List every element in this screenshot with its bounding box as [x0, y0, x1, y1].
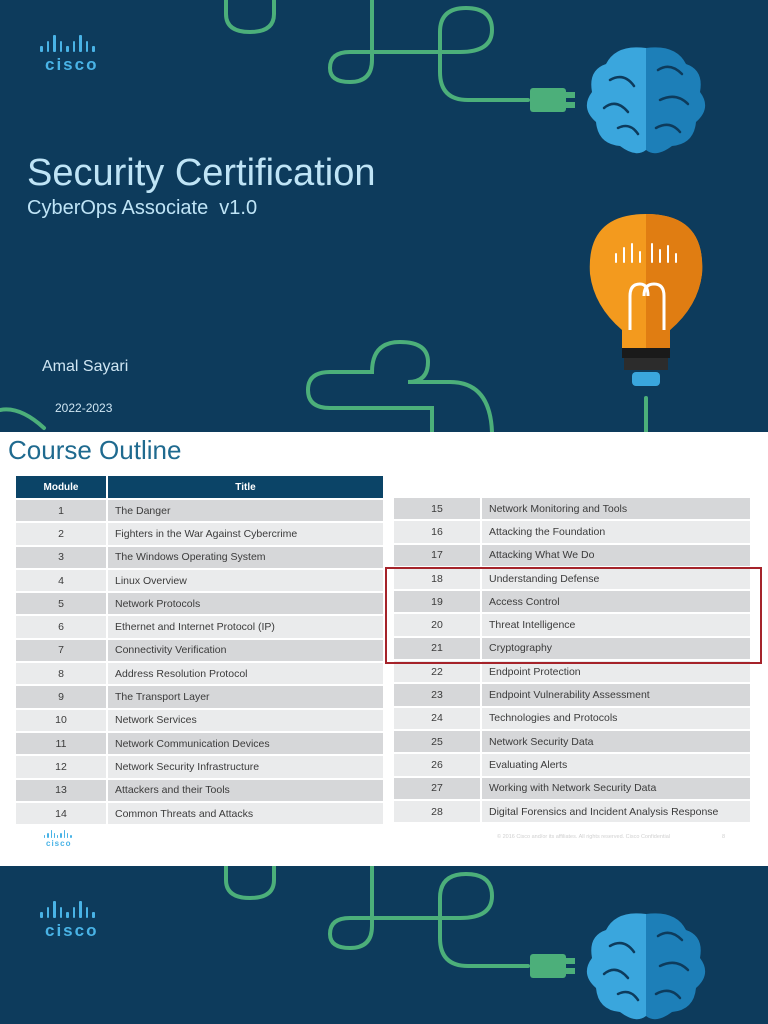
cisco-logo-icon [40, 34, 110, 52]
module-title: Address Resolution Protocol [108, 663, 383, 684]
table-row [16, 570, 383, 591]
cisco-logo-text: cisco [46, 839, 72, 848]
module-title: The Transport Layer [108, 686, 383, 707]
table-row [394, 731, 750, 752]
table-row [16, 663, 383, 684]
module-title: Threat Intelligence [482, 614, 750, 635]
module-title: Understanding Defense [482, 568, 750, 589]
module-number: 10 [16, 710, 108, 731]
module-number: 1 [16, 500, 108, 521]
modules-right-body [394, 498, 750, 822]
module-title: Working with Network Security Data [482, 778, 750, 799]
plug-icon [530, 88, 575, 112]
table-header-row [16, 476, 383, 498]
table-row [394, 498, 750, 519]
module-number: 6 [16, 616, 108, 637]
module-number: 8 [16, 663, 108, 684]
module-number: 20 [394, 614, 482, 635]
table-row [16, 523, 383, 544]
module-title: Network Monitoring and Tools [482, 498, 750, 519]
module-title: Network Security Data [482, 731, 750, 752]
table-row [394, 754, 750, 775]
cisco-logo-text: cisco [45, 921, 99, 940]
module-number: 12 [16, 756, 108, 777]
module-number: 15 [394, 498, 482, 519]
table-row [394, 661, 750, 682]
module-number: 11 [16, 733, 108, 754]
cisco-logo-icon [44, 830, 72, 838]
module-number: 19 [394, 591, 482, 612]
footer-cisco-logo [44, 830, 72, 848]
module-number: 27 [394, 778, 482, 799]
table-row [16, 640, 383, 661]
module-title: Endpoint Protection [482, 661, 750, 682]
module-title: Technologies and Protocols [482, 708, 750, 729]
module-title: Common Threats and Attacks [108, 803, 383, 824]
module-number: 13 [16, 780, 108, 801]
module-number: 4 [16, 570, 108, 591]
title-column-header: Title [108, 476, 383, 498]
table-row [16, 616, 383, 637]
module-number: 16 [394, 521, 482, 542]
table-row [394, 521, 750, 542]
table-row [16, 710, 383, 731]
cisco-logo [40, 900, 110, 940]
module-number: 2 [16, 523, 108, 544]
module-title: The Danger [108, 500, 383, 521]
module-title: Endpoint Vulnerability Assessment [482, 684, 750, 705]
module-title: Cryptography [482, 638, 750, 659]
modules-left-body [16, 500, 383, 824]
academic-year: 2022-2023 [55, 401, 113, 415]
module-title: Attacking the Foundation [482, 521, 750, 542]
module-title: The Windows Operating System [108, 547, 383, 568]
module-number: 26 [394, 754, 482, 775]
module-title: Evaluating Alerts [482, 754, 750, 775]
module-number: 22 [394, 661, 482, 682]
table-row [16, 547, 383, 568]
module-number: 24 [394, 708, 482, 729]
module-number: 21 [394, 638, 482, 659]
table-row [394, 545, 750, 566]
table-row [394, 568, 750, 589]
cisco-logo [40, 34, 110, 74]
table-row [394, 614, 750, 635]
page-number: 8 [722, 834, 726, 840]
table-row [16, 780, 383, 801]
table-row [394, 708, 750, 729]
table-row [16, 686, 383, 707]
plug-icon [530, 954, 575, 978]
module-title: Fighters in the War Against Cybercrime [108, 523, 383, 544]
module-title: Network Security Infrastructure [108, 756, 383, 777]
brain-icon [587, 47, 705, 153]
module-title: Attacking What We Do [482, 545, 750, 566]
brain-icon [587, 913, 705, 1019]
circuit-decoration [0, 866, 768, 1024]
module-column-header: Module [16, 476, 108, 498]
module-number: 3 [16, 547, 108, 568]
module-number: 17 [394, 545, 482, 566]
table-row [16, 803, 383, 824]
table-row [16, 593, 383, 614]
title-slide [0, 0, 768, 432]
module-number: 14 [16, 803, 108, 824]
lightbulb-icon [590, 214, 703, 386]
table-row [394, 778, 750, 799]
module-title: Digital Forensics and Incident Analysis Response [482, 801, 750, 822]
module-number: 18 [394, 568, 482, 589]
table-row [16, 756, 383, 777]
module-title: Attackers and their Tools [108, 780, 383, 801]
copyright-text: © 2016 Cisco and/or its affiliates. All rights reserved. Cisco Confidential [497, 834, 671, 840]
modules-table-left [16, 474, 383, 826]
module-number: 9 [16, 686, 108, 707]
cisco-logo-text: cisco [45, 55, 99, 74]
table-row [16, 500, 383, 521]
module-number: 25 [394, 731, 482, 752]
modules-table-right [394, 496, 750, 824]
cisco-logo-icon [40, 900, 110, 918]
module-number: 7 [16, 640, 108, 661]
module-number: 5 [16, 593, 108, 614]
module-number: 28 [394, 801, 482, 822]
author-name: Amal Sayari [42, 358, 129, 375]
slide-title: Security Certification [27, 152, 376, 194]
module-number: 23 [394, 684, 482, 705]
slide-subtitle: CyberOps Associate v1.0 [27, 197, 258, 219]
course-outline-slide [0, 432, 768, 866]
table-row [394, 591, 750, 612]
module-title: Access Control [482, 591, 750, 612]
module-title: Network Protocols [108, 593, 383, 614]
title-slide-repeat [0, 866, 768, 1024]
module-title: Network Services [108, 710, 383, 731]
table-row [16, 733, 383, 754]
table-row [394, 638, 750, 659]
table-row [394, 684, 750, 705]
module-title: Network Communication Devices [108, 733, 383, 754]
outline-title: Course Outline [8, 435, 182, 465]
table-row [394, 801, 750, 822]
module-title: Linux Overview [108, 570, 383, 591]
module-title: Ethernet and Internet Protocol (IP) [108, 616, 383, 637]
module-title: Connectivity Verification [108, 640, 383, 661]
